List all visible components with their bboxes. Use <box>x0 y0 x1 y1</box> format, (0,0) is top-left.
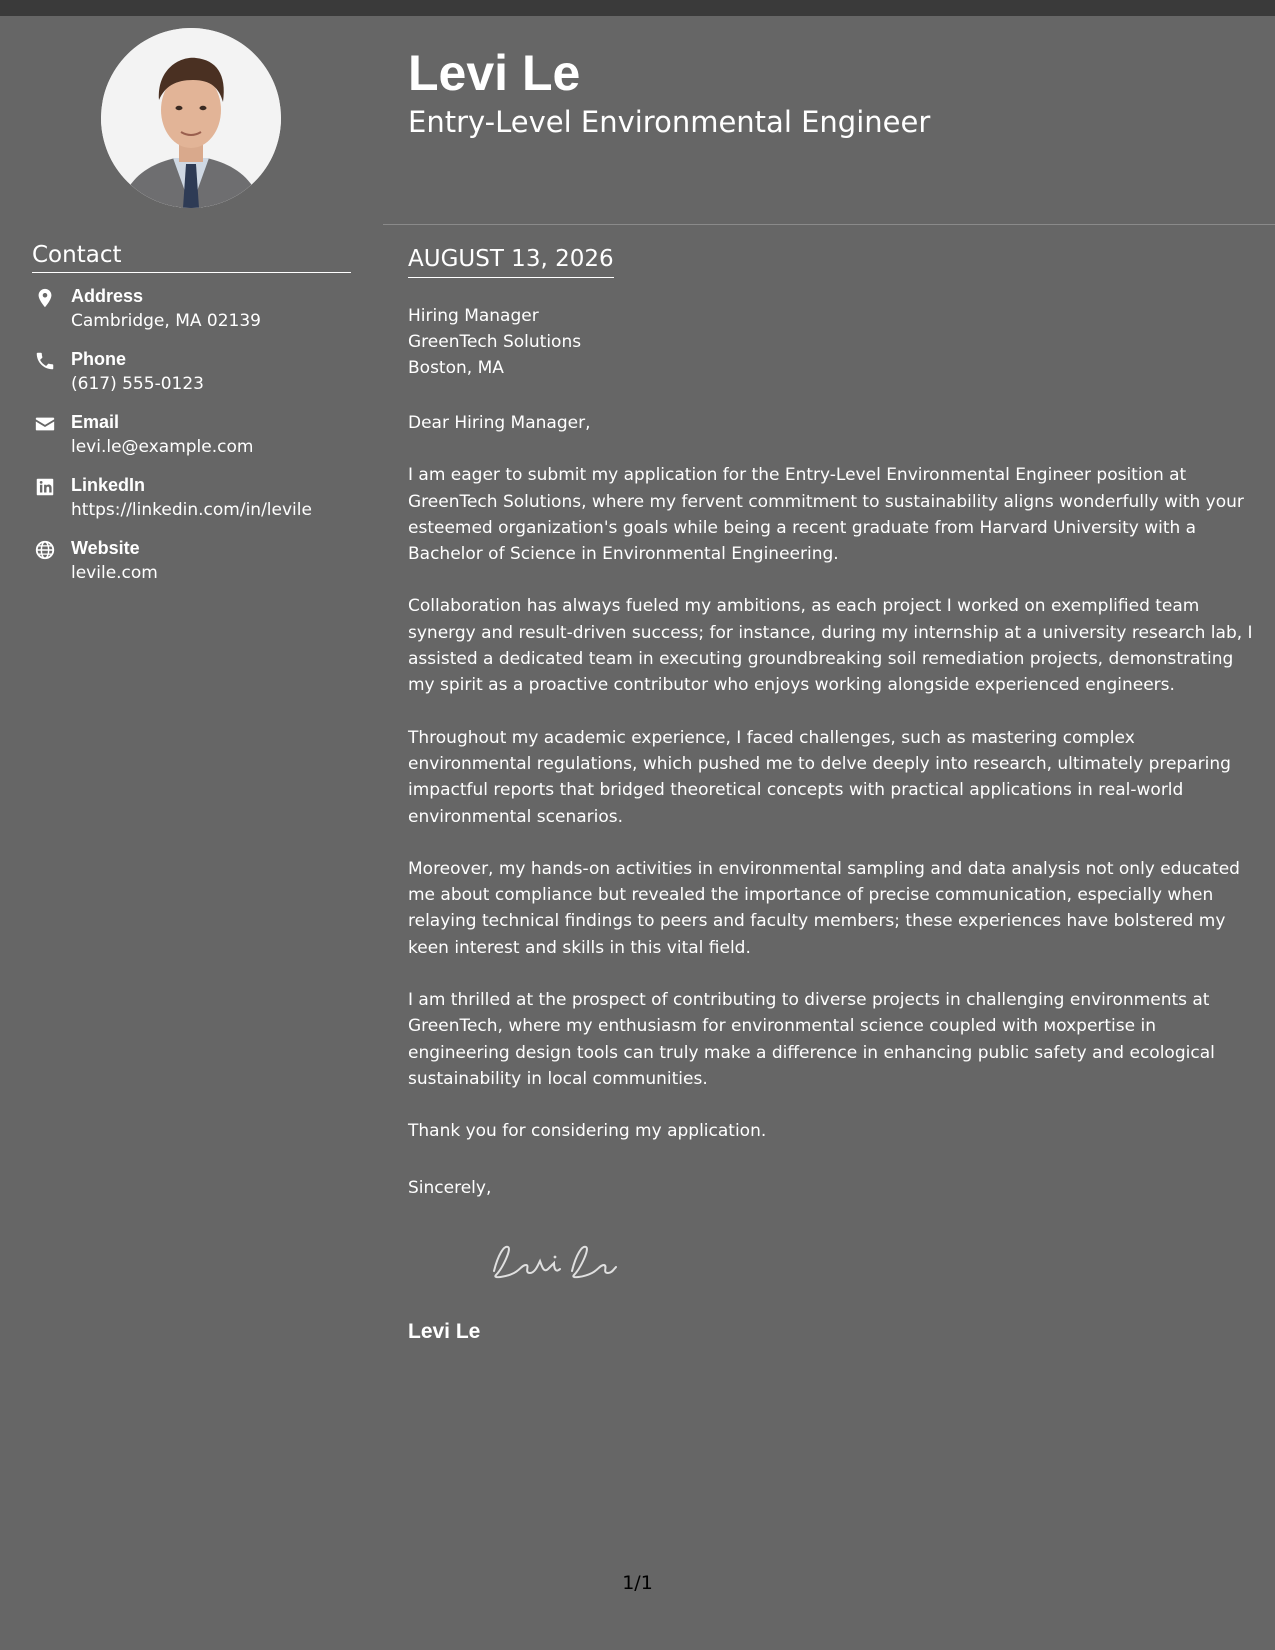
phone-icon <box>34 350 56 372</box>
page-number: 1/1 <box>622 1572 653 1594</box>
salutation: Dear Hiring Manager, <box>408 413 591 433</box>
recipient-line: Hiring Manager <box>408 306 539 326</box>
linkedin-value[interactable]: https://linkedin.com/in/levile <box>71 500 312 520</box>
letter-paragraph: I am thrilled at the prospect of contributing to diverse projects in challenging environments at GreenTech, where my enthusiasm for environmental science coupled with мoxpertise in engineering design tools can truly make a difference in enhancing public safety and ecological sustainability in local communities. <box>408 990 1215 1089</box>
email-value[interactable]: levi.le@example.com <box>71 437 254 457</box>
handwritten-signature <box>480 1235 620 1285</box>
contact-label: Phone <box>71 349 127 369</box>
letter-paragraph: Collaboration has always fueled my ambitions, as each project I worked on exemplified team synergy and result-driven success; for instance, during my internship at a university research lab, I assisted a dedicated team in executing groundbreaking soil remediation projects, demonstrating my spirit as a proactive contributor who enjoys working alongside experienced engineers. <box>408 596 1253 696</box>
contact-label: Email <box>71 412 120 432</box>
contact-label: Website <box>71 538 140 558</box>
website-value[interactable]: levile.com <box>71 563 158 583</box>
signer-name: Levi Le <box>408 1320 481 1343</box>
location-pin-icon <box>34 287 56 309</box>
envelope-icon <box>34 413 56 435</box>
contact-list <box>32 285 352 600</box>
letter-date: AUGUST 13, 2026 <box>408 243 614 278</box>
address-value: Cambridge, MA 02139 <box>71 311 261 331</box>
letter-paragraph: Throughout my academic experience, I faced challenges, such as mastering complex environmental regulations, which pushed me to delve deeply into research, ultimately preparing impactful reports that bridged theoretical concepts with practical applications in real-world environmental scenarios. <box>408 727 1231 827</box>
profile-photo <box>101 28 281 208</box>
applicant-name: Levi Le <box>408 45 581 101</box>
top-bar <box>0 0 1275 16</box>
letter-paragraph: Thank you for considering my application. <box>408 1121 767 1142</box>
recipient-line: GreenTech Solutions <box>408 332 582 352</box>
contact-item-email <box>32 411 352 474</box>
closing: Sincerely, <box>408 1178 492 1198</box>
contact-item-address <box>32 285 352 348</box>
header-divider <box>383 224 1275 225</box>
letter-paragraph: Moreover, my hands-on activities in environmental sampling and data analysis not only educated me about compliance but revealed the importance of precise communication, especially when relaying technical findings to peers and faculty members; these experiences have bolstered my keen interest and skills in this vital field. <box>408 858 1240 958</box>
contact-label: Address <box>71 286 144 306</box>
contact-item-linkedin <box>32 474 352 537</box>
contact-item-website <box>32 537 352 600</box>
recipient-block <box>408 303 581 381</box>
contact-heading: Contact <box>32 240 351 273</box>
letter-body <box>408 410 1253 1171</box>
job-title: Entry-Level Environmental Engineer <box>408 105 931 139</box>
letter-paragraph: I am eager to submit my application for the Entry-Level Environmental Engineer position at GreenTech Solutions, where my fervent commitment to sustainability aligns wonderfully with your esteemed organization's goals while being a recent graduate from Harvard University with a Bachelor of Science in Environmental Engineering. <box>408 465 1244 565</box>
contact-label: LinkedIn <box>71 475 146 495</box>
contact-item-phone <box>32 348 352 411</box>
globe-icon <box>34 539 56 561</box>
linkedin-icon <box>34 476 56 498</box>
recipient-line: Boston, MA <box>408 358 504 378</box>
phone-value: (617) 555-0123 <box>71 374 204 394</box>
